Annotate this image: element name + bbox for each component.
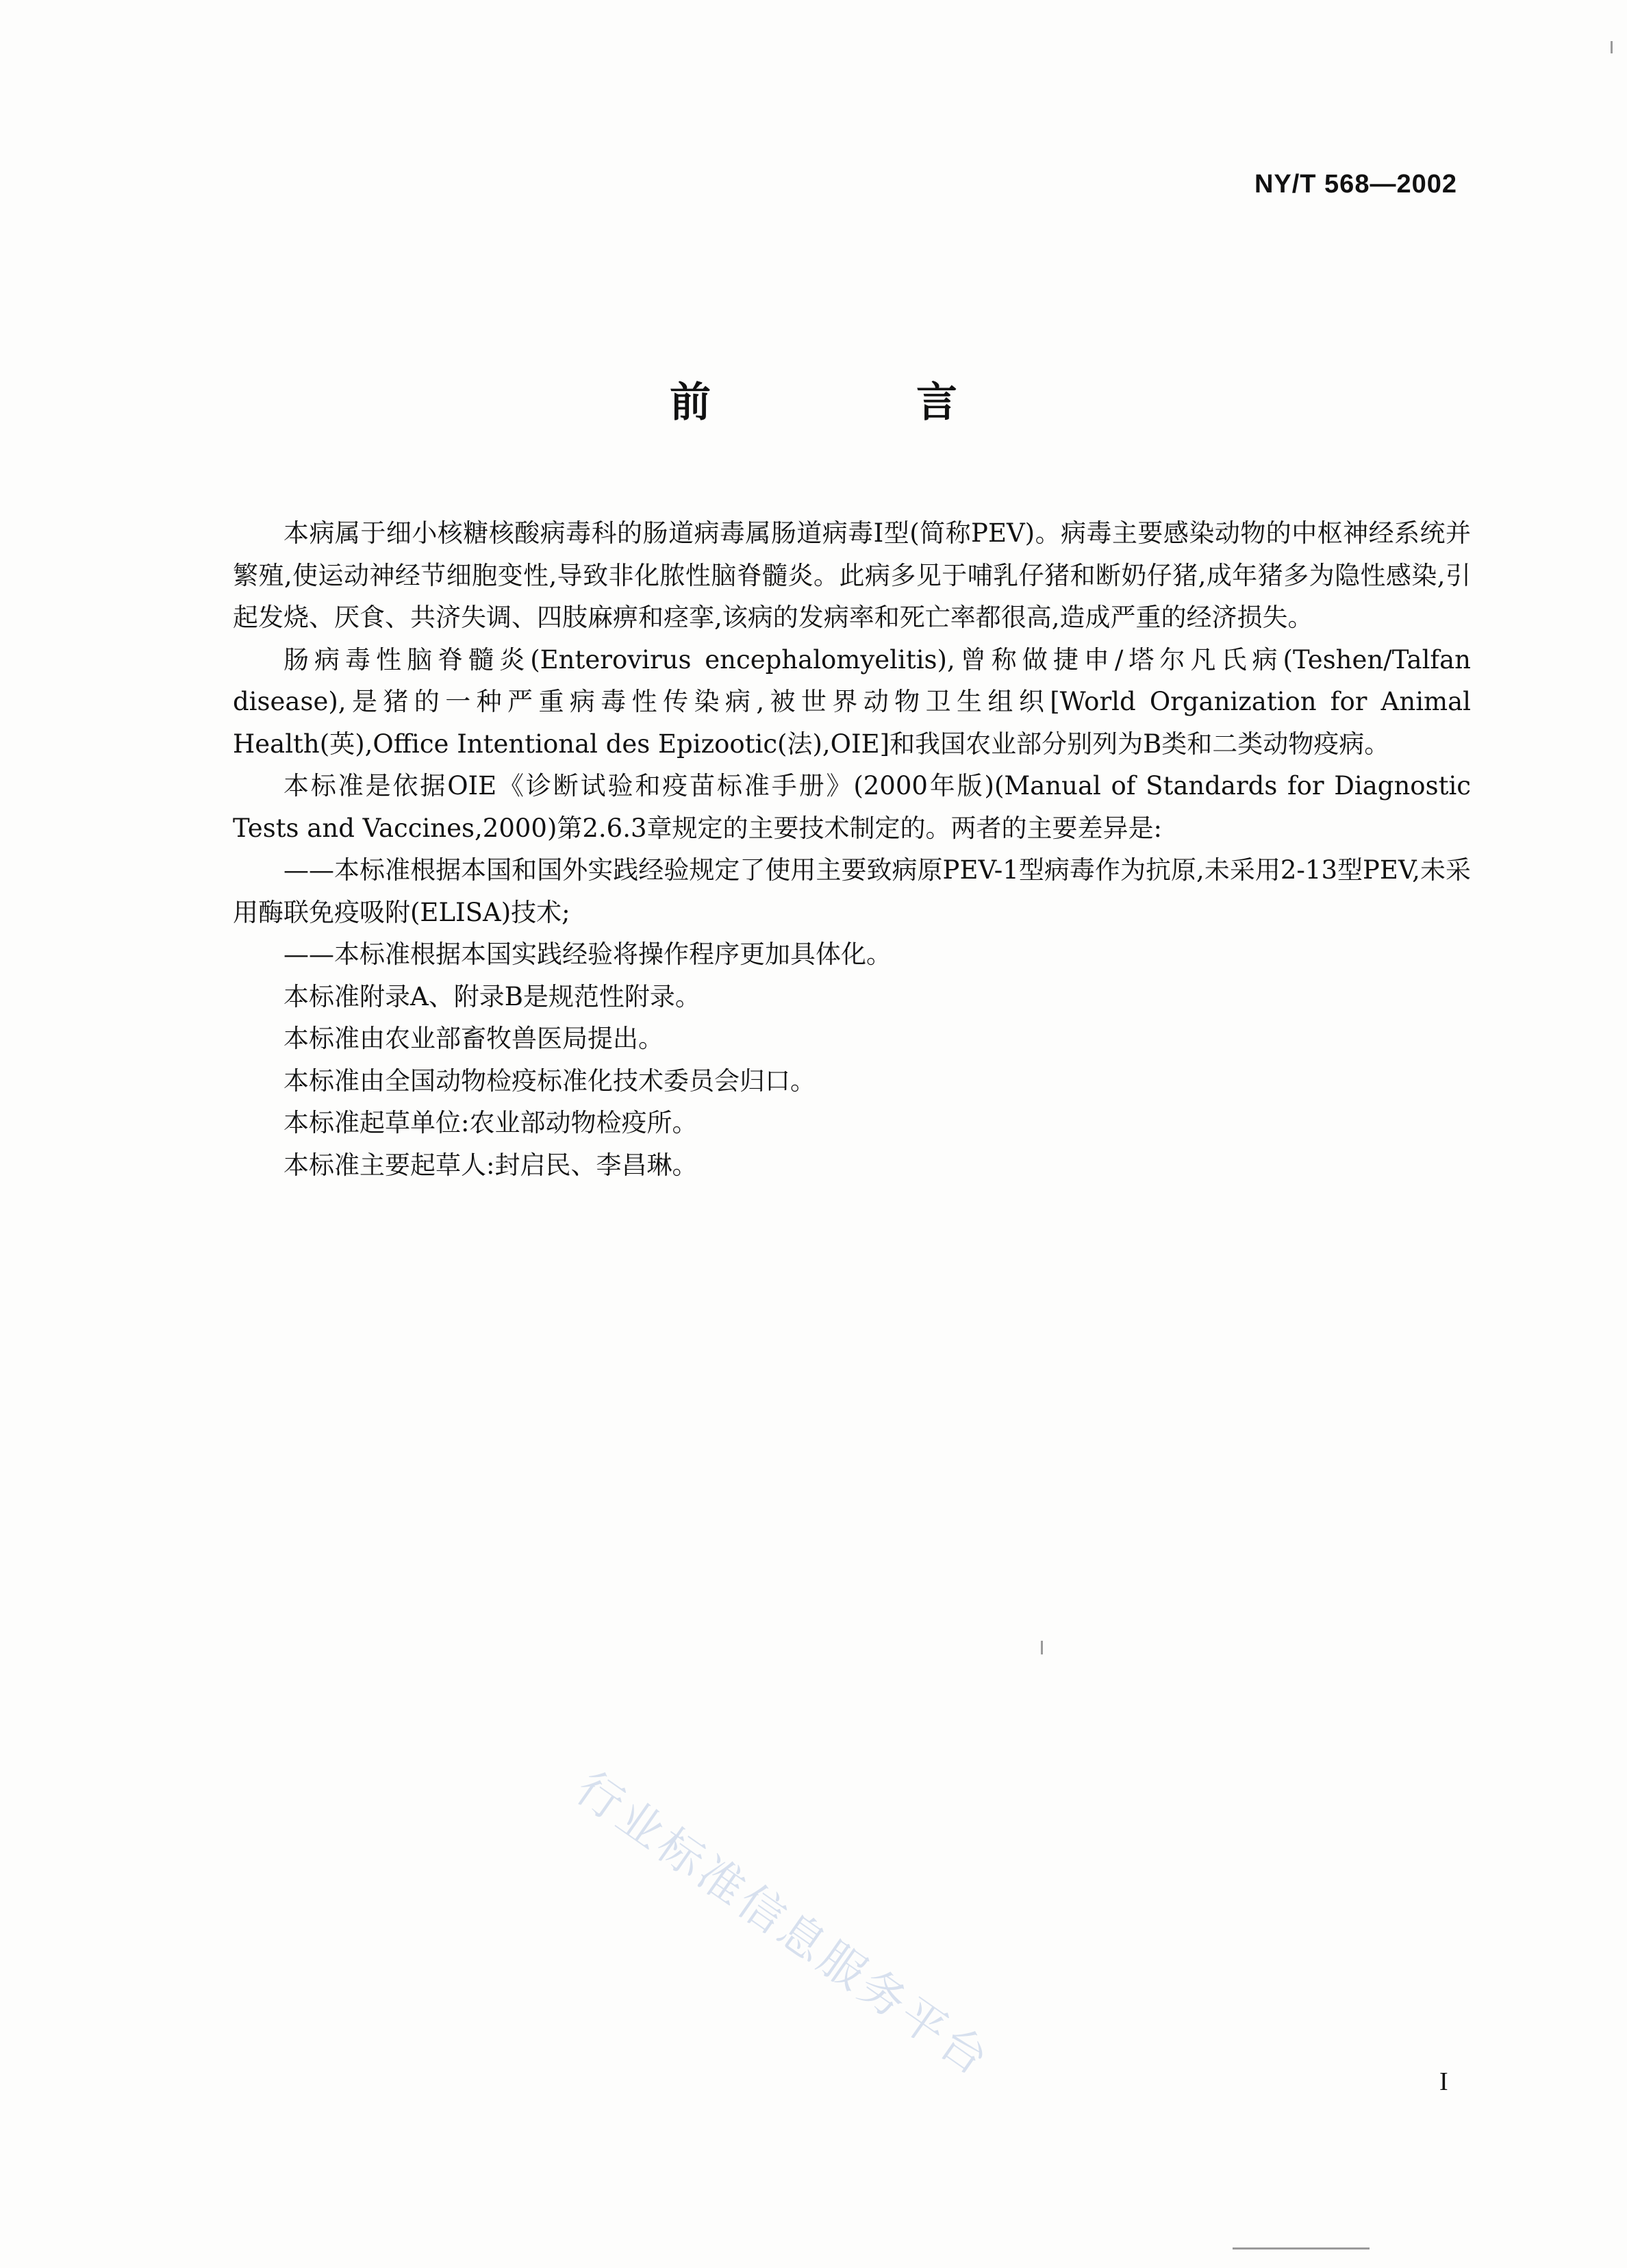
paragraph-proposer: 本标准由农业部畜牧兽医局提出。 — [283, 1024, 664, 1053]
scan-artifact — [1041, 1641, 1043, 1654]
paragraph-disease-overview: 本病属于细小核糖核酸病毒科的肠道病毒属肠道病毒Ⅰ型(简称PEV)。病毒主要感染动物的中枢神经系统并繁殖,使运动神经节细胞变性,导致非化脓性脑脊髓炎。此病多见于哺乳仔猪和断奶仔猪,成年猪多为隐性感染,引起发烧、厌食、共济失调、四肢麻痹和痉挛,该病的发病率和死亡率都很高,造成严重的经济损失。 — [233, 518, 1471, 632]
scan-artifact — [1611, 41, 1613, 53]
page-number: I — [1439, 2067, 1448, 2096]
paragraph-difference-2: ——本标准根据本国实践经验将操作程序更加具体化。 — [283, 940, 892, 969]
paragraph-drafting-unit: 本标准起草单位:农业部动物检疫所。 — [283, 1108, 698, 1137]
paragraph-disease-naming: 肠病毒性脑脊髓炎(Enterovirus encephalomyelitis),曾称做捷申/塔尔凡氏病(Teshen/Talfan disease),是猪的一种严重病毒性传染病,被世界动物卫生组织[World Organization for Animal Health(英),Office Intentional des Epizootic(法),OIE]和我国农业部分别列为B类和二类动物疫病。 — [233, 644, 1471, 759]
paragraph-difference-1: ——本标准根据本国和国外实践经验规定了使用主要致病原PEV-1型病毒作为抗原,未采用2-13型PEV,未采用酶联免疫吸附(ELISA)技术; — [233, 855, 1471, 927]
foreword-body — [233, 512, 1471, 1186]
paragraph-committee: 本标准由全国动物检疫标准化技术委员会归口。 — [283, 1066, 816, 1096]
paragraph-appendix: 本标准附录A、附录B是规范性附录。 — [283, 981, 701, 1011]
standard-number: NY/T 568—2002 — [1254, 170, 1457, 199]
page-title: 前 言 — [670, 379, 1039, 427]
paragraph-drafters: 本标准主要起草人:封启民、李昌琳。 — [283, 1150, 698, 1180]
watermark-text: 行业标准信息服务平台 — [566, 1761, 1001, 2088]
paragraph-basis: 本标准是依据OIE《诊断试验和疫苗标准手册》(2000年版)(Manual of Standards for Diagnostic Tests and Vaccines,2000)第2.6.3章规定的主要技术制定的。两者的主要差异是: — [233, 771, 1471, 843]
scan-artifact — [1233, 2247, 1370, 2250]
